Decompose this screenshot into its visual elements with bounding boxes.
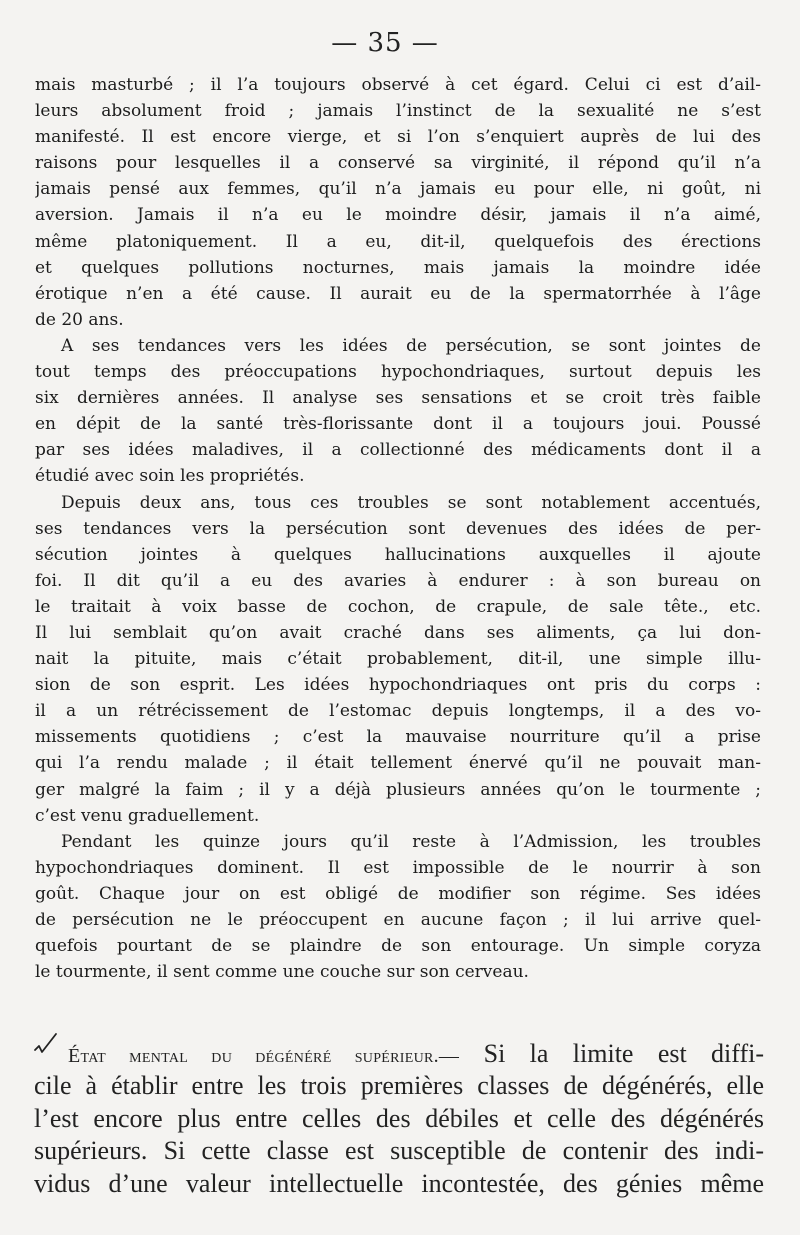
text-line: aversion. Jamais il n’a eu le moindre désir, jamais il n’a aimé, — [35, 205, 761, 226]
text-line: vidus d’une valeur intellectuelle incontestée, des génies même — [34, 1168, 764, 1198]
text-line: il a un rétrécissement de l’estomac depuis longtemps, il a des vo- — [35, 701, 761, 722]
text-line: l’est encore plus entre celles des débiles et celle des dégénérés — [34, 1103, 764, 1133]
text-line: étudié avec soin les propriétés. — [35, 466, 305, 487]
text-line: même platoniquement. Il a eu, dit-il, quelquefois des érections — [35, 231, 761, 252]
page-number: — 35 — — [331, 28, 439, 58]
text-line: Il lui semblait qu’on avait craché dans ses aliments, ça lui don- — [35, 622, 761, 643]
body-text — [35, 72, 761, 985]
text-line: de 20 ans. — [35, 309, 124, 330]
text-line: raisons pour lesquelles il a conservé sa virginité, il répond qu’il n’a — [35, 153, 761, 174]
checkmark-icon — [32, 1030, 60, 1058]
text-line: tout temps des préoccupations hypochondriaques, surtout depuis les — [35, 362, 761, 383]
text-line: goût. Chaque jour on est obligé de modifier son régime. Ses idées — [35, 883, 761, 904]
text-line: hypochondriaques dominent. Il est impossible de le nourrir à son — [35, 857, 761, 878]
text-line: en dépit de la santé très-florissante dont il a toujours joui. Poussé — [35, 414, 761, 435]
text-line: missements quotidiens ; c’est la mauvaise nourriture qu’il a prise — [35, 727, 761, 748]
text-line: qui l’a rendu malade ; il était tellement énervé qu’il ne pouvait man- — [35, 753, 761, 774]
text-line: le traitait à voix basse de cochon, de crapule, de sale tête., etc. — [35, 596, 761, 617]
text-line: Depuis deux ans, tous ces troubles se sont notablement accentués, — [61, 492, 761, 513]
text-line: érotique n’en a été cause. Il aurait eu de la spermatorrhée à l’âge — [35, 283, 761, 304]
text-line: sécution jointes à quelques hallucinations auxquelles il ajoute — [35, 544, 761, 565]
section-degenere-superieur — [34, 1038, 764, 1200]
text-line: A ses tendances vers les idées de persécution, se sont jointes de — [61, 335, 761, 356]
text-line: mais masturbé ; il l’a toujours observé à cet égard. Celui ci est d’ail- — [35, 75, 761, 95]
paragraph-2 — [35, 333, 761, 490]
paragraph-1 — [35, 72, 761, 333]
text-line: de persécution ne le préoccupent en aucune façon ; il lui arrive quel- — [35, 910, 761, 930]
section-heading: État mental du dégénéré supérieur.— — [68, 1045, 460, 1067]
text-line: ger malgré la faim ; il y a déjà plusieurs années qu’on le tourmente ; — [35, 779, 761, 800]
text-line: cile à établir entre les trois premières classes de dégénérés, elle — [34, 1071, 764, 1101]
text-line: le tourmente, il sent comme une couche sur son cerveau. — [35, 962, 529, 983]
text-line: Pendant les quinze jours qu’il reste à l’Admission, les troubles — [61, 831, 761, 852]
text-line: ses tendances vers la persécution sont devenues des idées de per- — [35, 518, 761, 539]
section-first-line-text: Si la limite est diffi- — [483, 1039, 764, 1068]
text-line: par ses idées maladives, il a collectionné des médicaments dont il a — [35, 440, 761, 461]
section-first-line — [34, 1038, 764, 1070]
text-line: leurs absolument froid ; jamais l’instinct de la sexualité ne s’est — [35, 101, 761, 122]
text-line: jamais pensé aux femmes, qu’il n’a jamais eu pour elle, ni goût, ni — [35, 179, 761, 200]
text-line: supérieurs. Si cette classe est susceptible de contenir des indi- — [34, 1136, 764, 1166]
text-line: manifesté. Il est encore vierge, et si l’on s’enquiert auprès de lui des — [35, 127, 761, 148]
text-line: sion de son esprit. Les idées hypochondriaques ont pris du corps : — [35, 675, 761, 696]
paragraph-3 — [35, 490, 761, 829]
text-line: c’est venu graduellement. — [35, 805, 260, 826]
text-line: nait la pituite, mais c’était probablement, dit-il, une simple illu- — [35, 649, 761, 670]
text-line: et quelques pollutions nocturnes, mais jamais la moindre idée — [35, 257, 761, 278]
text-line: quefois pourtant de se plaindre de son entourage. Un simple coryza — [35, 936, 761, 957]
text-line: foi. Il dit qu’il a eu des avaries à endurer : à son bureau on — [35, 570, 761, 591]
text-line: six dernières années. Il analyse ses sensations et se croit très faible — [35, 388, 761, 409]
paragraph-4 — [35, 829, 761, 986]
